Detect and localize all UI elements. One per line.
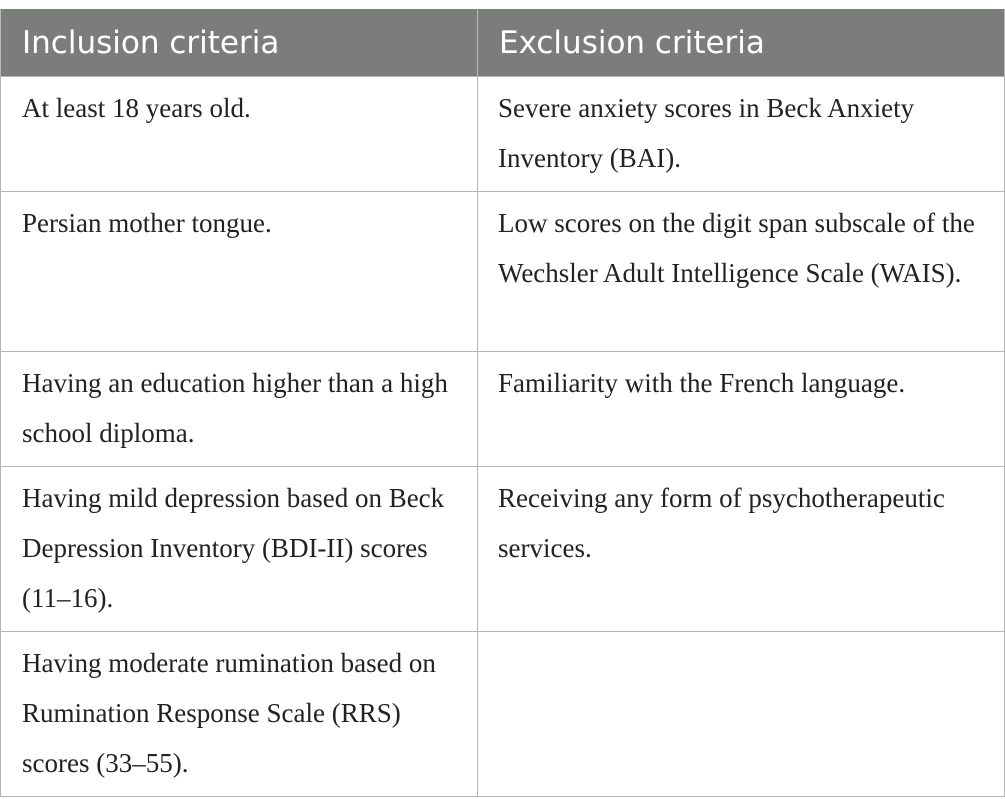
exclusion-cell: Severe anxiety scores in Beck Anxiety Inventory (BAI). bbox=[478, 77, 1005, 192]
criteria-table bbox=[0, 9, 1005, 797]
inclusion-cell: Having moderate rumination based on Rumination Response Scale (RRS) scores (33–55). bbox=[1, 632, 478, 797]
inclusion-cell: At least 18 years old. bbox=[1, 77, 478, 192]
table-row bbox=[1, 192, 1005, 352]
header-inclusion-criteria: Inclusion criteria bbox=[1, 9, 478, 77]
table-row bbox=[1, 77, 1005, 192]
inclusion-cell: Having mild depression based on Beck Depression Inventory (BDI-II) scores (11–16). bbox=[1, 467, 478, 632]
exclusion-cell: Low scores on the digit span subscale of the Wechsler Adult Intelligence Scale (WAIS). bbox=[478, 192, 1005, 352]
exclusion-cell: Familiarity with the French language. bbox=[478, 352, 1005, 467]
table-row bbox=[1, 467, 1005, 632]
inclusion-cell: Persian mother tongue. bbox=[1, 192, 478, 352]
table-row bbox=[1, 352, 1005, 467]
inclusion-cell: Having an education higher than a high school diploma. bbox=[1, 352, 478, 467]
table-row bbox=[1, 632, 1005, 797]
exclusion-cell: Receiving any form of psychotherapeutic services. bbox=[478, 467, 1005, 632]
header-row bbox=[1, 9, 1005, 77]
exclusion-cell bbox=[478, 632, 1005, 797]
header-exclusion-criteria: Exclusion criteria bbox=[478, 9, 1005, 77]
